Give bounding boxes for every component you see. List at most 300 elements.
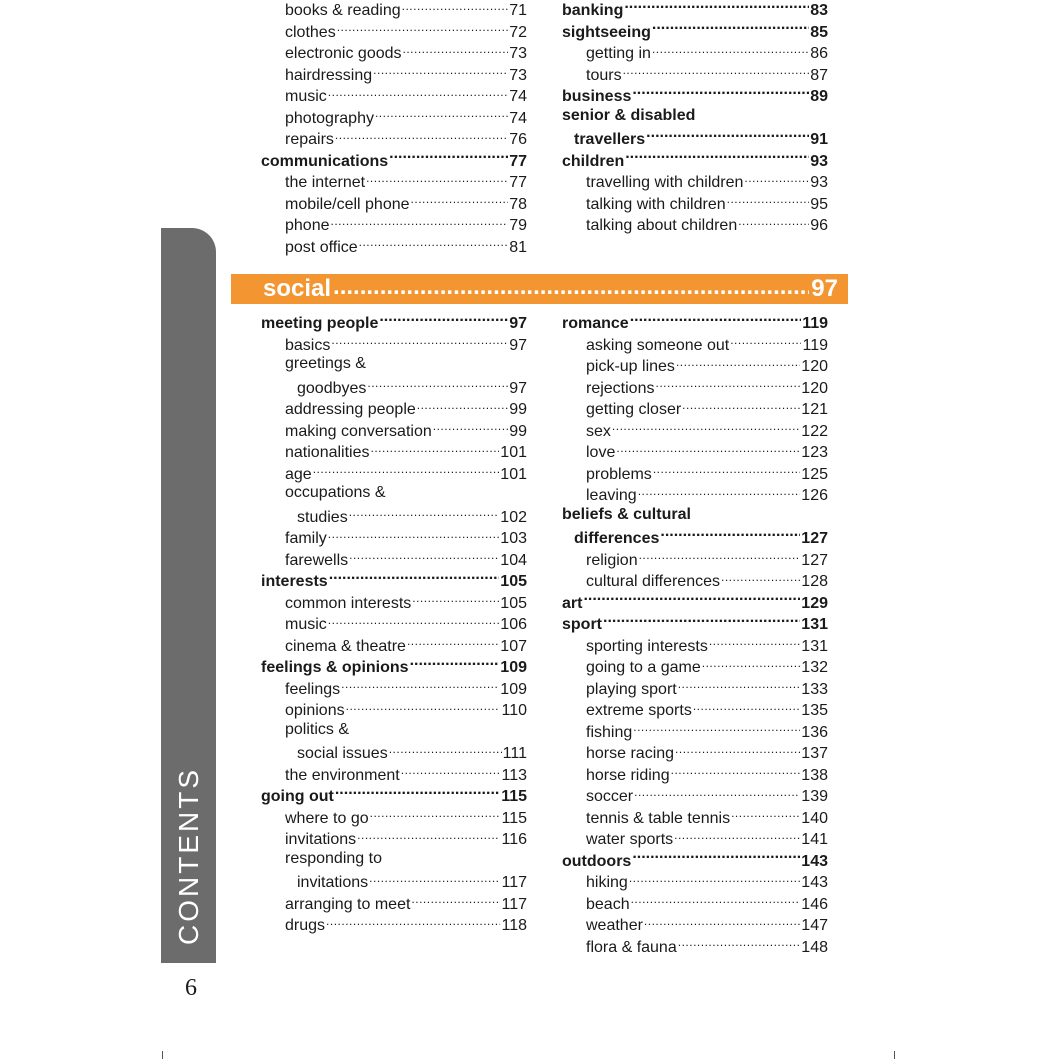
toc-entry[interactable] <box>261 332 527 354</box>
toc-entry-page: 101 <box>500 444 527 461</box>
toc-entry[interactable] <box>261 353 527 375</box>
toc-entry[interactable] <box>562 0 828 19</box>
toc-entry[interactable] <box>562 19 828 41</box>
toc-entry[interactable] <box>261 740 527 762</box>
toc-entry-page: 79 <box>509 217 527 234</box>
toc-leader-dots <box>682 396 800 414</box>
toc-leader-dots <box>624 0 809 15</box>
toc-leader-dots <box>603 611 800 629</box>
toc-entry-label: music <box>285 88 327 105</box>
toc-leader-dots <box>632 83 809 101</box>
toc-entry-label: family <box>285 530 327 547</box>
toc-entry-page: 93 <box>810 152 828 170</box>
toc-entry-label: invitations <box>297 874 369 891</box>
toc-entry[interactable] <box>562 62 828 84</box>
toc-entry-page: 120 <box>801 379 828 397</box>
toc-entry[interactable] <box>562 525 828 547</box>
toc-entry[interactable] <box>562 568 828 590</box>
toc-entry[interactable] <box>562 310 828 332</box>
toc-entry[interactable] <box>562 762 828 784</box>
toc-entry[interactable] <box>562 697 828 719</box>
toc-leader-dots <box>674 826 800 844</box>
toc-entry-page: 116 <box>501 831 527 848</box>
toc-entry-page: 91 <box>810 131 828 148</box>
toc-leader-dots <box>639 547 801 565</box>
toc-entry[interactable] <box>562 105 828 127</box>
toc-entry-page: 126 <box>801 487 828 504</box>
toc-entry-label: differences <box>574 530 660 547</box>
toc-entry-label: flora & fauna <box>586 938 677 956</box>
toc-leader-dots <box>366 169 508 187</box>
toc-entry-page: 102 <box>500 508 527 526</box>
toc-entry[interactable] <box>562 353 828 375</box>
toc-entry[interactable] <box>562 169 828 191</box>
toc-leader-dots <box>629 869 800 887</box>
toc-entry-page: 148 <box>801 938 828 956</box>
toc-leader-dots <box>630 310 801 328</box>
toc-entry[interactable] <box>261 169 527 191</box>
toc-entry-label: tours <box>586 66 622 84</box>
toc-entry-page: 137 <box>801 745 828 762</box>
toc-entry-label: pick-up lines <box>586 358 675 375</box>
toc-leader-dots <box>632 848 800 866</box>
toc-entry[interactable] <box>562 332 828 354</box>
toc-entry-label: going out <box>261 788 334 805</box>
section-banner-social[interactable] <box>231 274 848 304</box>
toc-leader-dots <box>709 633 800 651</box>
toc-leader-dots <box>693 697 800 715</box>
toc-entry[interactable] <box>261 869 527 891</box>
toc-entry[interactable] <box>562 912 828 934</box>
toc-entry-label: horse riding <box>586 766 670 784</box>
toc-entry-page: 73 <box>509 66 527 84</box>
toc-entry[interactable] <box>261 310 527 332</box>
toc-entry-page: 74 <box>509 88 527 105</box>
toc-entry[interactable] <box>261 234 527 256</box>
toc-entry-page: 97 <box>509 336 527 354</box>
toc-entry-page: 74 <box>509 109 527 127</box>
toc-entry-label: fishing <box>586 723 633 741</box>
toc-entry-label: horse racing <box>586 745 675 762</box>
toc-entry-label: religion <box>586 551 638 569</box>
toc-entry-page: 106 <box>500 616 527 633</box>
toc-entry[interactable] <box>261 891 527 913</box>
toc-entry-page: 101 <box>500 465 527 483</box>
toc-column-bottom-left <box>261 310 527 934</box>
toc-entry[interactable] <box>261 590 527 612</box>
toc-entry[interactable] <box>562 461 828 483</box>
toc-entry[interactable] <box>562 40 828 62</box>
toc-leader-dots <box>329 568 500 586</box>
toc-entry-label: playing sport <box>586 680 677 698</box>
toc-entry-label: opinions <box>285 702 345 719</box>
toc-entry[interactable] <box>261 148 527 170</box>
toc-leader-dots <box>326 912 500 930</box>
toc-leader-dots <box>738 212 809 230</box>
toc-entry-label: where to go <box>285 809 369 827</box>
toc-entry[interactable] <box>562 418 828 440</box>
toc-leader-dots <box>646 126 809 144</box>
toc-entry[interactable] <box>261 83 527 105</box>
toc-leader-dots <box>730 332 801 350</box>
toc-leader-dots <box>328 83 508 101</box>
toc-leader-dots <box>675 740 800 758</box>
toc-entry-label: addressing people <box>285 401 416 418</box>
toc-entry-label: arranging to meet <box>285 895 411 913</box>
toc-entry-label: goodbyes <box>297 379 367 397</box>
toc-entry-page: 139 <box>801 788 828 805</box>
toc-entry[interactable] <box>562 633 828 655</box>
toc-entry[interactable] <box>261 191 527 213</box>
toc-entry-page: 73 <box>509 45 527 62</box>
toc-leader-dots <box>411 891 500 909</box>
toc-entry[interactable] <box>261 805 527 827</box>
toc-entry[interactable] <box>261 676 527 698</box>
toc-entry[interactable] <box>562 654 828 676</box>
toc-entry-label: talking with children <box>586 195 726 213</box>
toc-entry-label: extreme sports <box>586 702 692 719</box>
toc-leader-dots <box>379 310 508 328</box>
toc-column-top-left <box>261 0 527 255</box>
crop-mark-right <box>894 1051 895 1059</box>
toc-entry-label: leaving <box>586 487 637 504</box>
toc-entry[interactable] <box>562 891 828 913</box>
toc-entry[interactable] <box>562 869 828 891</box>
toc-leader-dots <box>401 762 501 780</box>
toc-leader-dots <box>721 568 800 586</box>
toc-entry[interactable] <box>562 547 828 569</box>
toc-entry-label: occupations & <box>285 484 386 501</box>
toc-entry[interactable] <box>562 126 828 148</box>
toc-entry-label: travelling with children <box>586 174 744 191</box>
toc-entry-page: 97 <box>509 315 527 332</box>
toc-entry-page: 135 <box>801 702 828 719</box>
toc-entry-label: business <box>562 88 632 105</box>
toc-leader-dots <box>370 805 501 823</box>
toc-entry-label: mobile/cell phone <box>285 195 410 213</box>
toc-column-bottom-right <box>562 310 828 955</box>
toc-entry[interactable] <box>261 568 527 590</box>
toc-entry-label: getting closer <box>586 401 682 418</box>
toc-entry[interactable] <box>562 191 828 213</box>
toc-entry-page: 105 <box>500 594 527 612</box>
toc-entry[interactable] <box>562 504 828 526</box>
toc-entry-page: 115 <box>501 809 527 827</box>
toc-leader-dots <box>678 676 801 694</box>
toc-entry[interactable] <box>261 697 527 719</box>
toc-entry[interactable] <box>261 719 527 741</box>
toc-entry[interactable] <box>261 0 527 19</box>
toc-entry-label: romance <box>562 315 629 332</box>
toc-entry-label: communications <box>261 152 389 170</box>
toc-entry-page: 72 <box>509 23 527 41</box>
section-leader-dots <box>333 275 809 303</box>
toc-entry-page: 89 <box>810 88 828 105</box>
toc-entry-label: phone <box>285 217 330 234</box>
toc-entry-label: sex <box>586 422 611 440</box>
toc-entry-page: 95 <box>810 195 828 213</box>
toc-entry-page: 86 <box>810 45 828 62</box>
toc-leader-dots <box>660 525 800 543</box>
toc-leader-dots <box>612 418 800 436</box>
toc-entry-label: electronic goods <box>285 45 402 62</box>
toc-entry-page: 141 <box>801 831 828 848</box>
toc-entry[interactable] <box>261 19 527 41</box>
toc-entry-page: 110 <box>501 702 527 719</box>
toc-leader-dots <box>631 891 801 909</box>
toc-entry[interactable] <box>562 375 828 397</box>
toc-leader-dots <box>616 439 800 457</box>
toc-entry-label: tennis & table tennis <box>586 809 731 827</box>
toc-entry-label: love <box>586 444 616 461</box>
toc-entry[interactable] <box>261 504 527 526</box>
toc-leader-dots <box>644 912 800 930</box>
toc-entry[interactable] <box>562 848 828 870</box>
toc-entry-label: making conversation <box>285 422 432 440</box>
toc-entry-label: age <box>285 465 312 483</box>
toc-entry[interactable] <box>562 439 828 461</box>
toc-entry[interactable] <box>261 418 527 440</box>
toc-entry-label: meeting people <box>261 315 379 332</box>
section-title: social <box>263 275 332 302</box>
toc-entry-page: 105 <box>500 573 527 590</box>
toc-leader-dots <box>331 332 508 350</box>
toc-entry-label: social issues <box>297 745 388 762</box>
page-number: 6 <box>185 975 197 1001</box>
toc-entry-label: art <box>562 594 583 612</box>
toc-entry[interactable] <box>562 611 828 633</box>
toc-entry-label: farewells <box>285 551 349 569</box>
toc-entry[interactable] <box>562 482 828 504</box>
toc-entry-page: 122 <box>801 422 828 440</box>
toc-entry-page: 93 <box>810 174 828 191</box>
toc-entry-page: 78 <box>509 195 527 213</box>
toc-entry[interactable] <box>261 105 527 127</box>
toc-entry-label: feelings & opinions <box>261 659 409 676</box>
toc-entry-page: 115 <box>501 788 527 805</box>
toc-entry-label: repairs <box>285 131 334 148</box>
toc-entry-label: clothes <box>285 23 336 41</box>
toc-entry[interactable] <box>562 826 828 848</box>
toc-entry[interactable] <box>261 848 527 870</box>
toc-leader-dots <box>331 212 509 230</box>
toc-entry[interactable] <box>261 439 527 461</box>
toc-entry[interactable] <box>261 654 527 676</box>
toc-leader-dots <box>671 762 801 780</box>
toc-entry-label: interests <box>261 573 328 590</box>
toc-entry-label: outdoors <box>562 852 632 870</box>
toc-entry-label: problems <box>586 465 652 483</box>
toc-entry-page: 119 <box>802 336 828 354</box>
toc-leader-dots <box>389 148 508 166</box>
toc-entry[interactable] <box>562 148 828 170</box>
toc-entry-page: 77 <box>509 174 527 191</box>
toc-entry-page: 99 <box>509 401 527 418</box>
toc-entry-page: 117 <box>501 895 527 913</box>
toc-leader-dots <box>403 40 509 58</box>
contents-side-tab-label: CONTENTS <box>172 767 204 945</box>
toc-entry-page: 87 <box>810 66 828 84</box>
toc-leader-dots <box>369 869 500 887</box>
toc-entry-page: 104 <box>500 551 527 569</box>
toc-leader-dots <box>412 590 499 608</box>
toc-entry[interactable] <box>562 212 828 234</box>
toc-leader-dots <box>407 633 499 651</box>
toc-entry-label: cinema & theatre <box>285 637 406 655</box>
toc-entry-page: 99 <box>509 422 527 440</box>
toc-entry[interactable] <box>261 525 527 547</box>
toc-leader-dots <box>678 934 801 952</box>
toc-leader-dots <box>389 740 502 758</box>
toc-leader-dots <box>583 590 800 608</box>
toc-entry-label: getting in <box>586 45 651 62</box>
toc-leader-dots <box>373 62 508 80</box>
toc-entry-page: 129 <box>801 594 828 612</box>
toc-entry-page: 140 <box>801 809 828 827</box>
toc-leader-dots <box>433 418 508 436</box>
toc-leader-dots <box>634 783 800 801</box>
toc-leader-dots <box>625 148 809 166</box>
toc-leader-dots <box>623 62 810 80</box>
toc-entry-label: asking someone out <box>586 336 730 354</box>
toc-entry[interactable] <box>562 805 828 827</box>
toc-entry[interactable] <box>261 762 527 784</box>
toc-entry[interactable] <box>562 396 828 418</box>
toc-entry-page: 71 <box>509 2 527 19</box>
toc-leader-dots <box>731 805 800 823</box>
crop-mark-left <box>162 1051 163 1059</box>
toc-entry-page: 143 <box>801 874 828 891</box>
toc-entry-page: 136 <box>801 723 828 741</box>
toc-entry-page: 127 <box>801 551 828 569</box>
toc-entry-label: hiking <box>586 874 628 891</box>
toc-entry-label: politics & <box>285 720 350 738</box>
toc-entry-label: going to a game <box>586 659 701 676</box>
toc-entry-label: beach <box>586 895 630 913</box>
toc-leader-dots <box>727 191 810 209</box>
toc-entry-label: travellers <box>574 131 646 148</box>
toc-entry[interactable] <box>562 740 828 762</box>
toc-entry[interactable] <box>261 396 527 418</box>
toc-entry-label: sport <box>562 616 602 633</box>
toc-entry-label: nationalities <box>285 444 370 461</box>
toc-entry-page: 113 <box>501 766 527 784</box>
toc-entry[interactable] <box>261 375 527 397</box>
toc-entry-page: 120 <box>801 358 828 375</box>
toc-leader-dots <box>652 40 809 58</box>
toc-leader-dots <box>402 0 509 15</box>
toc-entry[interactable] <box>562 783 828 805</box>
toc-entry-page: 117 <box>501 874 527 891</box>
toc-entry-page: 83 <box>810 2 828 19</box>
toc-entry-label: banking <box>562 2 624 19</box>
toc-entry[interactable] <box>562 934 828 956</box>
toc-entry-page: 97 <box>509 379 527 397</box>
toc-entry[interactable] <box>261 461 527 483</box>
toc-leader-dots <box>638 482 801 500</box>
toc-entry-label: invitations <box>285 831 357 848</box>
toc-entry[interactable] <box>562 676 828 698</box>
toc-leader-dots <box>341 676 499 694</box>
toc-entry-label: responding to <box>285 849 382 867</box>
toc-leader-dots <box>417 396 508 414</box>
toc-entry[interactable] <box>261 40 527 62</box>
toc-entry-label: the internet <box>285 174 366 191</box>
toc-entry-page: 107 <box>500 637 527 655</box>
toc-entry[interactable] <box>261 212 527 234</box>
toc-entry[interactable] <box>261 633 527 655</box>
toc-entry[interactable] <box>261 62 527 84</box>
toc-leader-dots <box>357 826 500 844</box>
toc-entry-page: 131 <box>801 616 828 633</box>
toc-entry-page: 119 <box>802 315 828 332</box>
toc-entry-page: 146 <box>801 895 828 913</box>
toc-entry-label: drugs <box>285 917 326 934</box>
toc-leader-dots <box>653 461 800 479</box>
toc-leader-dots <box>633 719 800 737</box>
toc-leader-dots <box>346 697 501 715</box>
toc-entry[interactable] <box>261 912 527 934</box>
toc-entry-page: 132 <box>801 659 828 676</box>
toc-entry-label: talking about children <box>586 217 738 234</box>
toc-leader-dots <box>744 169 809 187</box>
toc-entry-label: music <box>285 616 327 633</box>
toc-entry-label: feelings <box>285 680 341 698</box>
toc-entry-label: senior & disabled <box>562 106 696 124</box>
toc-entry-label: post office <box>285 238 358 256</box>
toc-entry[interactable] <box>562 590 828 612</box>
toc-entry-page: 111 <box>502 745 527 762</box>
toc-entry[interactable] <box>261 126 527 148</box>
toc-entry-label: soccer <box>586 788 634 805</box>
toc-entry-label: photography <box>285 109 374 127</box>
toc-entry-page: 133 <box>801 680 828 698</box>
toc-entry-label: hairdressing <box>285 66 373 84</box>
toc-leader-dots <box>652 19 809 37</box>
toc-entry-label: books & reading <box>285 2 401 19</box>
toc-leader-dots <box>335 126 508 144</box>
toc-entry[interactable] <box>562 719 828 741</box>
toc-entry-page: 77 <box>509 152 527 170</box>
toc-leader-dots <box>337 19 509 37</box>
toc-entry-page: 103 <box>500 530 527 547</box>
toc-entry[interactable] <box>261 826 527 848</box>
toc-entry-page: 128 <box>801 573 828 590</box>
toc-entry[interactable] <box>261 783 527 805</box>
toc-column-top-right <box>562 0 828 234</box>
toc-entry-page: 143 <box>801 852 828 870</box>
toc-entry-label: rejections <box>586 379 655 397</box>
toc-entry-page: 125 <box>801 465 828 483</box>
toc-leader-dots <box>335 783 500 801</box>
toc-leader-dots <box>375 105 508 123</box>
toc-entry[interactable] <box>261 547 527 569</box>
toc-leader-dots <box>410 654 500 672</box>
toc-leader-dots <box>676 353 800 371</box>
toc-entry-page: 127 <box>801 530 828 547</box>
toc-entry-page: 123 <box>801 444 828 461</box>
toc-entry[interactable] <box>261 482 527 504</box>
toc-entry-page: 147 <box>801 917 828 934</box>
toc-leader-dots <box>349 547 499 565</box>
toc-leader-dots <box>328 611 500 629</box>
toc-entry[interactable] <box>261 611 527 633</box>
toc-leader-dots <box>702 654 801 672</box>
toc-entry-label: sporting interests <box>586 637 708 655</box>
toc-entry[interactable] <box>562 83 828 105</box>
toc-entry-page: 121 <box>801 401 828 418</box>
toc-leader-dots <box>655 375 800 393</box>
